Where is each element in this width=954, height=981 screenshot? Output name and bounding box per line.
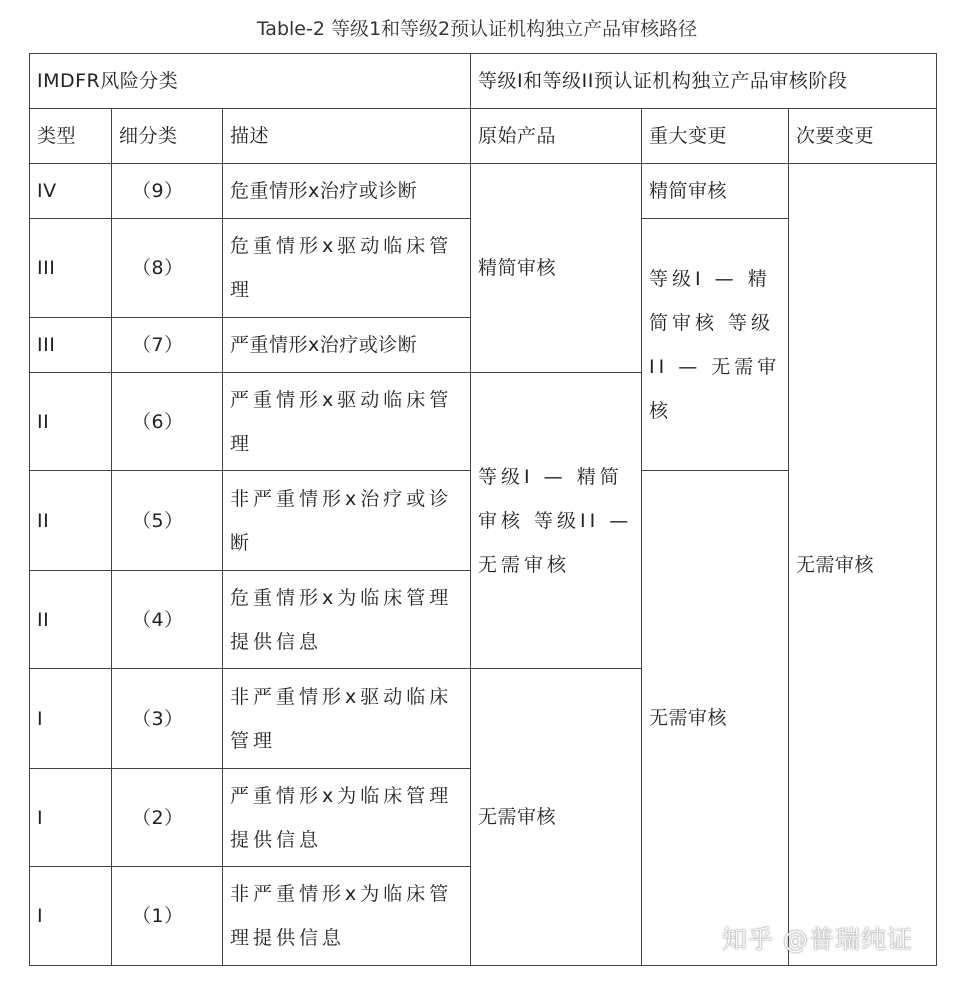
cell-description: 非严重情形x治疗或诊断 <box>223 471 471 571</box>
cell-description: 非严重情形x为临床管理提供信息 <box>223 867 471 966</box>
cell-description: 危重情形x驱动临床管理 <box>223 219 471 318</box>
col-header-type: 类型 <box>30 109 112 164</box>
cell-description: 危重情形x为临床管理提供信息 <box>223 571 471 669</box>
cell-type: IV <box>30 164 112 219</box>
cell-description: 严重情形x治疗或诊断 <box>223 318 471 373</box>
cell-type: I <box>30 669 112 769</box>
group-header-review-stage: 等级I和等级II预认证机构独立产品审核阶段 <box>471 54 937 109</box>
cell-type: II <box>30 373 112 471</box>
review-path-table <box>29 53 937 966</box>
col-header-description: 描述 <box>223 109 471 164</box>
cell-type: III <box>30 219 112 318</box>
table-row <box>30 164 937 219</box>
cell-description: 危重情形x治疗或诊断 <box>223 164 471 219</box>
original-product-block-3: 无需审核 <box>471 669 642 966</box>
cell-subcategory: （9） <box>112 164 223 219</box>
cell-subcategory: （7） <box>112 318 223 373</box>
zhihu-watermark: 知乎 @普瑞纯证 <box>722 925 913 954</box>
group-header-row <box>30 54 937 109</box>
cell-subcategory: （1） <box>112 867 223 966</box>
cell-type: I <box>30 769 112 867</box>
cell-description: 严重情形x为临床管理提供信息 <box>223 769 471 867</box>
cell-subcategory: （4） <box>112 571 223 669</box>
major-change-block-1: 精简审核 <box>642 164 789 219</box>
major-change-block-3: 无需审核 <box>642 471 789 966</box>
cell-subcategory: （3） <box>112 669 223 769</box>
column-header-row <box>30 109 937 164</box>
cell-type: III <box>30 318 112 373</box>
major-change-block-2: 等级I — 精简审核 等级II — 无需审核 <box>642 219 789 471</box>
col-header-minor-change: 次要变更 <box>789 109 937 164</box>
cell-subcategory: （6） <box>112 373 223 471</box>
col-header-major-change: 重大变更 <box>642 109 789 164</box>
original-product-block-2: 等级I — 精简审核 等级II — 无需审核 <box>471 373 642 669</box>
cell-description: 非严重情形x驱动临床管理 <box>223 669 471 769</box>
cell-type: II <box>30 471 112 571</box>
minor-change-block: 无需审核 <box>789 164 937 966</box>
table-caption: Table-2 等级1和等级2预认证机构独立产品审核路径 <box>256 18 698 40</box>
cell-subcategory: （2） <box>112 769 223 867</box>
original-product-block-1: 精简审核 <box>471 164 642 373</box>
group-header-imdfr: IMDFR风险分类 <box>30 54 471 109</box>
cell-subcategory: （5） <box>112 471 223 571</box>
cell-type: II <box>30 571 112 669</box>
cell-subcategory: （8） <box>112 219 223 318</box>
cell-description: 严重情形x驱动临床管理 <box>223 373 471 471</box>
col-header-subcategory: 细分类 <box>112 109 223 164</box>
cell-type: I <box>30 867 112 966</box>
col-header-original-product: 原始产品 <box>471 109 642 164</box>
